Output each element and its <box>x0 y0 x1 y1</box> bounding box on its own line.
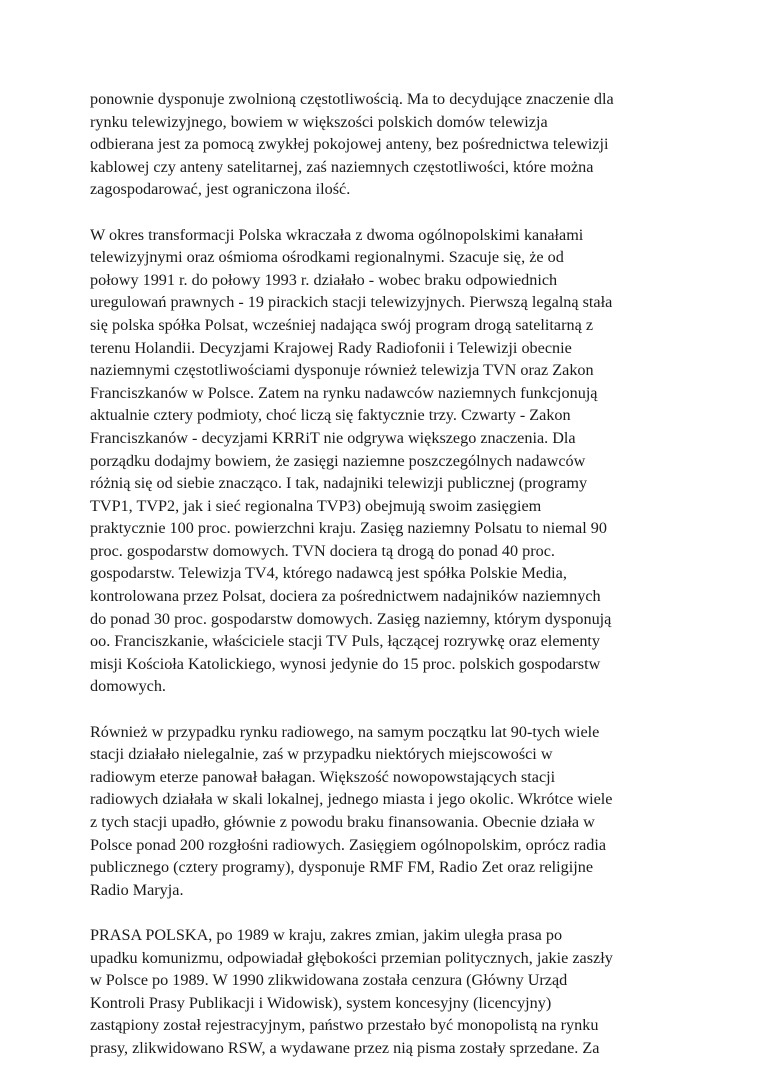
text-line: w Polsce po 1989. W 1990 zlikwidowana została cenzura (Główny Urząd <box>90 971 568 990</box>
text-line: ponownie dysponuje zwolnioną częstotliwością. Ma to decydujące znaczenie dla <box>90 90 614 108</box>
text-line: naziemnymi częstotliwościami dysponuje również telewizja TVN oraz Zakon <box>90 361 594 380</box>
text-line: Kontroli Prasy Publikacji i Widowisk), system koncesyjny (licencyjny) <box>90 993 552 1012</box>
text-line: odbierana jest za pomocą zwykłej pokojowej anteny, bez pośrednictwa telewizji <box>90 135 609 154</box>
text-line: Radio Maryja. <box>90 880 184 899</box>
paragraph-polish-press <box>90 924 680 1060</box>
text-line: się polska spółka Polsat, wcześniej nadająca swój program drogą satelitarną z <box>90 315 593 334</box>
text-line: oo. Franciszkanie, właściciele stacji TV Puls, łączącej rozrywkę oraz elementy <box>90 632 601 651</box>
text-line: kablowej czy anteny satelitarnej, zaś naziemnych częstotliwości, które można <box>90 157 594 176</box>
text-line: domowych. <box>90 677 166 696</box>
text-line: proc. gospodarstw domowych. TVN dociera tą drogą do ponad 40 proc. <box>90 541 555 560</box>
text-line: upadku komunizmu, odpowiadał głębokości przemian politycznych, jakie zaszły <box>90 948 613 967</box>
text-line: telewizyjnymi oraz ośmioma ośrodkami regionalnymi. Szacuje się, że od <box>90 248 564 267</box>
paragraph-frequency <box>90 88 680 201</box>
text-line: misji Kościoła Katolickiego, wynosi jedynie do 15 proc. polskich gospodarstw <box>90 654 601 673</box>
text-line: radiowym eterze panował bałagan. Większość nowopowstających stacji <box>90 767 556 786</box>
document-page <box>90 88 680 1082</box>
text-line: W okres transformacji Polska wkraczała z dwoma ogólnopolskimi kanałami <box>90 225 584 244</box>
paragraph-television-transformation <box>90 224 680 698</box>
text-line: terenu Holandii. Decyzjami Krajowej Rady Radiofonii i Telewizji obecnie <box>90 338 572 357</box>
text-line: radiowych działała w skali lokalnej, jednego miasta i jego okolic. Wkrótce wiele <box>90 790 613 809</box>
text-line: PRASA POLSKA, po 1989 w kraju, zakres zmian, jakim uległa prasa po <box>90 925 563 944</box>
paragraph-radio-market <box>90 721 680 902</box>
text-line: publicznego (cztery programy), dysponuje RMF FM, Radio Zet oraz religijne <box>90 858 594 877</box>
text-line: Polsce ponad 200 rozgłośni radiowych. Zasięgiem ogólnopolskim, oprócz radia <box>90 835 607 854</box>
text-line: rynku telewizyjnego, bowiem w większości polskich domów telewizja <box>90 112 548 131</box>
text-line: praktycznie 100 proc. powierzchni kraju. Zasięg naziemny Polsatu to niemal 90 <box>90 519 607 538</box>
text-line: połowy 1991 r. do połowy 1993 r. działało - wobec braku odpowiednich <box>90 270 558 289</box>
text-line: uregulowań prawnych - 19 pirackich stacji telewizyjnych. Pierwszą legalną stała <box>90 293 613 312</box>
text-line: stacji działało nielegalnie, zaś w przypadku niektórych miejscowości w <box>90 745 553 764</box>
text-line: do ponad 30 proc. gospodarstw domowych. Zasięg naziemny, którym dysponują <box>90 609 612 628</box>
text-line: gospodarstw. Telewizja TV4, którego nadawcą jest spółka Polskie Media, <box>90 564 567 583</box>
text-line: Franciszkanów - decyzjami KRRiT nie odgrywa większego znaczenia. Dla <box>90 428 576 447</box>
text-line: TVP1, TVP2, jak i sieć regionalna TVP3) obejmują swoim zasięgiem <box>90 496 542 515</box>
text-line: kontrolowana przez Polsat, dociera za pośrednictwem nadajników naziemnych <box>90 587 601 606</box>
text-line: prasy, zlikwidowano RSW, a wydawane przez nią pisma zostały sprzedane. Za <box>90 1038 600 1057</box>
text-line: różnią się od siebie znacząco. I tak, nadajniki telewizji publicznej (programy <box>90 474 588 493</box>
text-line: aktualnie cztery podmioty, choć liczą się faktycznie trzy. Czwarty - Zakon <box>90 406 571 425</box>
text-line: z tych stacji upadło, głównie z powodu braku finansowania. Obecnie działa w <box>90 813 595 831</box>
text-line: zagospodarować, jest ograniczona ilość. <box>90 180 351 199</box>
text-line: porządku dodajmy bowiem, że zasięgi naziemne poszczególnych nadawców <box>90 451 586 470</box>
text-line: zastąpiony został rejestracyjnym, państwo przestało być monopolistą na rynku <box>90 1016 599 1035</box>
text-line: Również w przypadku rynku radiowego, na samym początku lat 90-tych wiele <box>90 722 600 741</box>
text-line: Franciszkanów w Polsce. Zatem na rynku nadawców naziemnych funkcjonują <box>90 383 598 402</box>
